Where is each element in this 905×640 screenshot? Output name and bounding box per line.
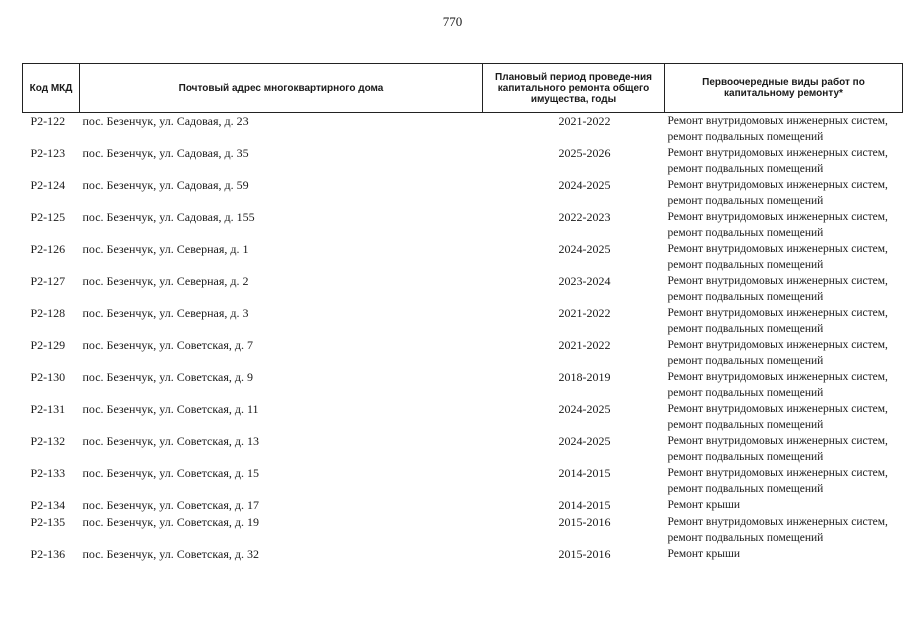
address-cell: пос. Безенчук, ул. Северная, д. 3 [82,306,249,320]
mkd-code-cell: Р2-136 [30,547,66,561]
works-line-1: Ремонт внутридомовых инженерных систем, [667,115,888,127]
works-line-1: Ремонт внутридомовых инженерных систем, [667,516,888,528]
works-cell [665,113,903,146]
works-line-1: Ремонт внутридомовых инженерных систем, [667,307,888,319]
period-cell: 2024-2025 [558,242,611,256]
period-cell: 2022-2023 [558,210,611,224]
works-line-2: ремонт подвальных помещений [667,532,824,544]
address-cell: пос. Безенчук, ул. Советская, д. 9 [82,370,253,384]
works-line-2: ремонт подвальных помещений [667,451,824,463]
address-cell: пос. Безенчук, ул. Садовая, д. 23 [82,114,249,128]
mkd-code-cell: Р2-129 [30,338,66,352]
table-row [23,369,903,401]
works-cell [665,241,903,273]
works-line-2: ремонт подвальных помещений [667,131,824,143]
address-cell: пос. Безенчук, ул. Советская, д. 17 [82,498,259,512]
works-line-2: ремонт подвальных помещений [667,419,824,431]
works-line-2: ремонт подвальных помещений [667,163,824,175]
mkd-code-cell: Р2-132 [30,434,66,448]
table-row [23,241,903,273]
works-line-1: Ремонт внутридомовых инженерных систем, [667,371,888,383]
table-row [23,401,903,433]
table-row [23,113,903,146]
works-line-1: Ремонт внутридомовых инженерных систем, [667,339,888,351]
works-line-1: Ремонт внутридомовых инженерных систем, [667,467,888,479]
works-cell [665,337,903,369]
period-cell: 2015-2016 [558,547,611,561]
address-cell: пос. Безенчук, ул. Советская, д. 13 [82,434,259,448]
works-cell [665,433,903,465]
address-cell: пос. Безенчук, ул. Садовая, д. 59 [82,178,249,192]
works-line-1: Ремонт внутридомовых инженерных систем, [667,275,888,287]
works-line-1: Ремонт внутридомовых инженерных систем, [667,179,888,191]
mkd-code-cell: Р2-128 [30,306,66,320]
mkd-code-cell: Р2-135 [30,515,66,529]
period-cell: 2015-2016 [558,515,611,529]
works-line-1: Ремонт внутридомовых инженерных систем, [667,403,888,415]
table-row [23,546,903,563]
period-cell: 2021-2022 [558,114,611,128]
works-line-1: Ремонт внутридомовых инженерных систем, [667,243,888,255]
works-cell [665,401,903,433]
period-cell: 2024-2025 [558,178,611,192]
address-cell: пос. Безенчук, ул. Садовая, д. 155 [82,210,255,224]
address-cell: пос. Безенчук, ул. Советская, д. 15 [82,466,259,480]
works-line-2: ремонт подвальных помещений [667,355,824,367]
mkd-code-cell: Р2-122 [30,114,66,128]
works-line-1: Ремонт внутридомовых инженерных систем, [667,435,888,447]
period-cell: 2024-2025 [558,434,611,448]
mkd-code-cell: Р2-123 [30,146,66,160]
mkd-code-cell: Р2-127 [30,274,66,288]
header-works: Первоочередные виды работ по капитальному ремонту* [665,64,903,113]
table-row [23,209,903,241]
table-row [23,305,903,337]
mkd-code-cell: Р2-126 [30,242,66,256]
table-row [23,433,903,465]
works-cell [665,369,903,401]
works-line-2: ремонт подвальных помещений [667,483,824,495]
works-line-1: Ремонт крыши [667,548,741,560]
table-header [23,64,903,113]
period-cell: 2021-2022 [558,338,611,352]
works-cell [665,305,903,337]
works-cell [665,177,903,209]
mkd-code-cell: Р2-124 [30,178,66,192]
mkd-code-cell: Р2-130 [30,370,66,384]
table-body [23,113,903,564]
table-row [23,177,903,209]
period-cell: 2025-2026 [558,146,611,160]
header-period: Плановый период проведе-ния капитального ремонта общего имущества, годы [483,64,665,113]
works-cell [665,514,903,546]
period-cell: 2014-2015 [558,466,611,480]
table-row [23,337,903,369]
works-line-2: ремонт подвальных помещений [667,227,824,239]
repair-schedule-table-container [22,63,902,563]
address-cell: пос. Безенчук, ул. Садовая, д. 35 [82,146,249,160]
header-code: Код МКД [23,64,80,113]
mkd-code-cell: Р2-131 [30,402,66,416]
table-row [23,514,903,546]
period-cell: 2023-2024 [558,274,611,288]
works-line-2: ремонт подвальных помещений [667,291,824,303]
works-cell [665,497,903,514]
period-cell: 2021-2022 [558,306,611,320]
works-cell [665,209,903,241]
works-cell [665,546,903,563]
works-line-1: Ремонт крыши [667,499,741,511]
period-cell: 2014-2015 [558,498,611,512]
mkd-code-cell: Р2-125 [30,210,66,224]
works-line-1: Ремонт внутридомовых инженерных систем, [667,147,888,159]
address-cell: пос. Безенчук, ул. Советская, д. 19 [82,515,259,529]
table-row [23,145,903,177]
address-cell: пос. Безенчук, ул. Советская, д. 32 [82,547,259,561]
page-number: 770 [442,14,463,29]
repair-schedule-table [22,63,903,563]
works-line-2: ремонт подвальных помещений [667,387,824,399]
works-cell [665,145,903,177]
table-row [23,497,903,514]
address-cell: пос. Безенчук, ул. Северная, д. 1 [82,242,249,256]
works-line-2: ремонт подвальных помещений [667,323,824,335]
mkd-code-cell: Р2-133 [30,466,66,480]
works-line-1: Ремонт внутридомовых инженерных систем, [667,211,888,223]
works-cell [665,465,903,497]
header-address: Почтовый адрес многоквартирного дома [80,64,483,113]
mkd-code-cell: Р2-134 [30,498,66,512]
table-row [23,465,903,497]
period-cell: 2024-2025 [558,402,611,416]
address-cell: пос. Безенчук, ул. Советская, д. 11 [82,402,259,416]
period-cell: 2018-2019 [558,370,611,384]
address-cell: пос. Безенчук, ул. Советская, д. 7 [82,338,253,352]
table-row [23,273,903,305]
works-cell [665,273,903,305]
works-line-2: ремонт подвальных помещений [667,259,824,271]
works-line-2: ремонт подвальных помещений [667,195,824,207]
address-cell: пос. Безенчук, ул. Северная, д. 2 [82,274,249,288]
